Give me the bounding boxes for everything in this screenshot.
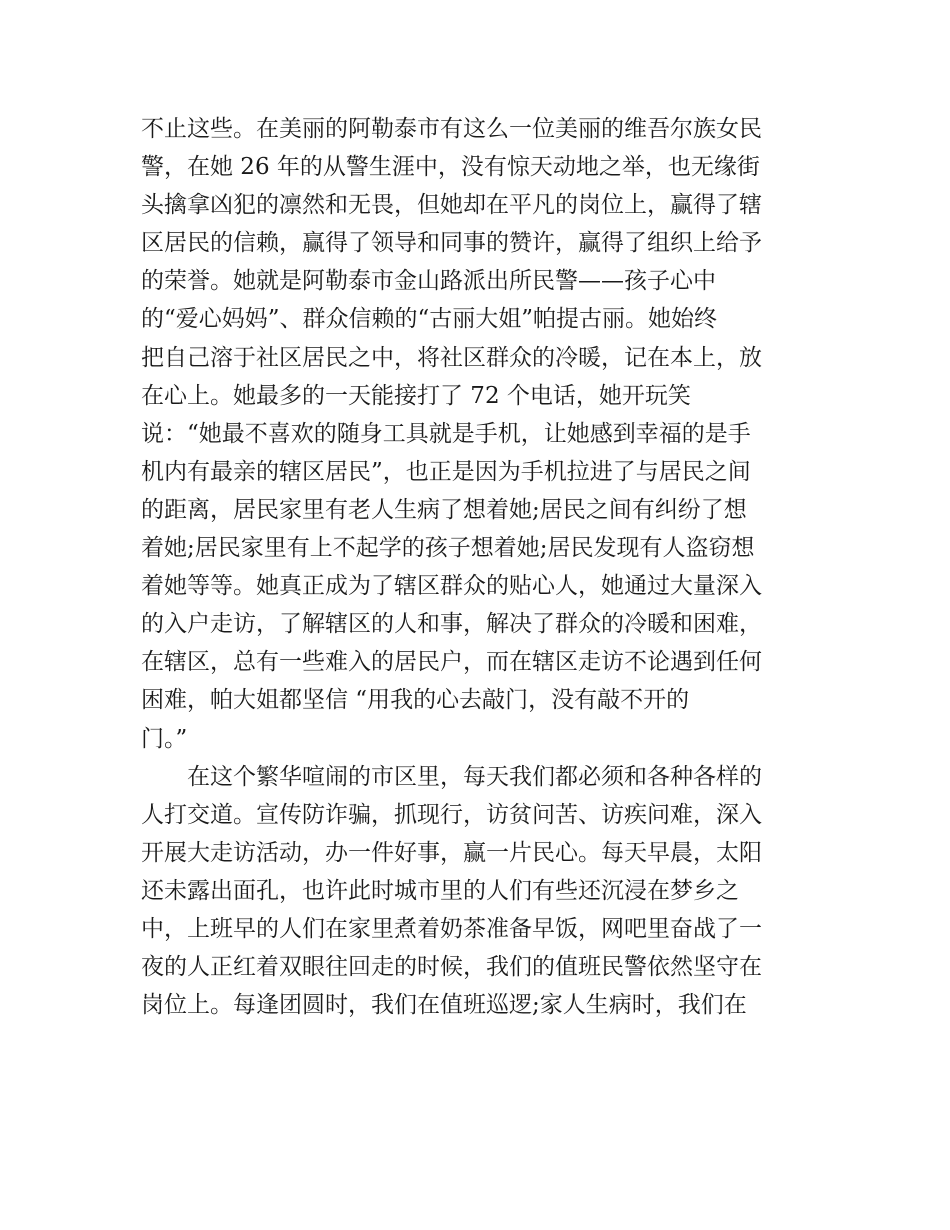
text-line: 的距离，居民家里有老人生病了想着她;居民之间有纠纷了想: [141, 496, 747, 523]
text-line: 人打交道。宣传防诈骗，抓现行，访贫问苦、访疾问难，深入: [141, 801, 762, 828]
text-line: 区居民的信赖，赢得了领导和同事的赞许，赢得了组织上给予: [141, 230, 762, 257]
text-line: 开展大走访活动，办一件好事，赢一片民心。每天早晨，太阳: [141, 839, 762, 866]
text-line: 不止这些。在美丽的阿勒泰市有这么一位美丽的维吾尔族女民: [141, 116, 762, 142]
text-line: 在辖区，总有一些难入的居民户，而在辖区走访不论遇到任何: [141, 649, 762, 676]
text-line: 夜的人正红着双眼往回走的时候，我们的值班民警依然坚守在: [141, 954, 762, 981]
text-line: 着她等等。她真正成为了辖区群众的贴心人，她通过大量深入: [141, 573, 762, 600]
text-line: 警，在她 26 年的从警生涯中，没有惊天动地之举，也无缘街: [141, 154, 760, 181]
text-line: 在心上。她最多的一天能接打了 72 个电话，她开玩笑: [141, 382, 691, 409]
text-line: 把自己溶于社区居民之中，将社区群众的冷暖，记在本上，放: [141, 344, 762, 371]
text-line: 的荣誉。她就是阿勒泰市金山路派出所民警——孩子心中: [141, 268, 716, 295]
text-line: 困难，帕大姐都坚信 “用我的心去敲门，没有敲不开的: [141, 687, 690, 714]
text-line: 机内有最亲的辖区居民”，也正是因为手机拉进了与居民之间: [141, 458, 751, 485]
text-line: 头擒拿凶犯的凛然和无畏，但她却在平凡的岗位上，赢得了辖: [141, 192, 762, 219]
paragraph: [141, 758, 821, 1025]
text-line: 说：“她最不喜欢的随身工具就是手机，让她感到幸福的是手: [141, 420, 751, 447]
text-line: 的“爱心妈妈”、群众信赖的“古丽大姐”帕提古丽。她始终: [141, 306, 718, 333]
text-line: 门。”: [141, 725, 188, 752]
paragraph: [141, 110, 821, 758]
text-line: 着她;居民家里有上不起学的孩子想着她;居民发现有人盗窃想: [141, 535, 755, 562]
text-line: 在这个繁华喧闹的市区里，每天我们都必须和各种各样的: [187, 763, 762, 790]
text-line: 还未露出面孔，也许此时城市里的人们有些还沉浸在梦乡之: [141, 877, 739, 904]
text-line: 中，上班早的人们在家里煮着奶茶准备早饭，网吧里奋战了一: [141, 915, 762, 942]
text-line: 岗位上。每逢团圆时，我们在值班巡逻;家人生病时，我们在: [141, 992, 747, 1019]
text-line: 的入户走访，了解辖区的人和事，解决了群众的冷暖和困难，: [141, 611, 762, 638]
document-body-text: [141, 110, 821, 1024]
